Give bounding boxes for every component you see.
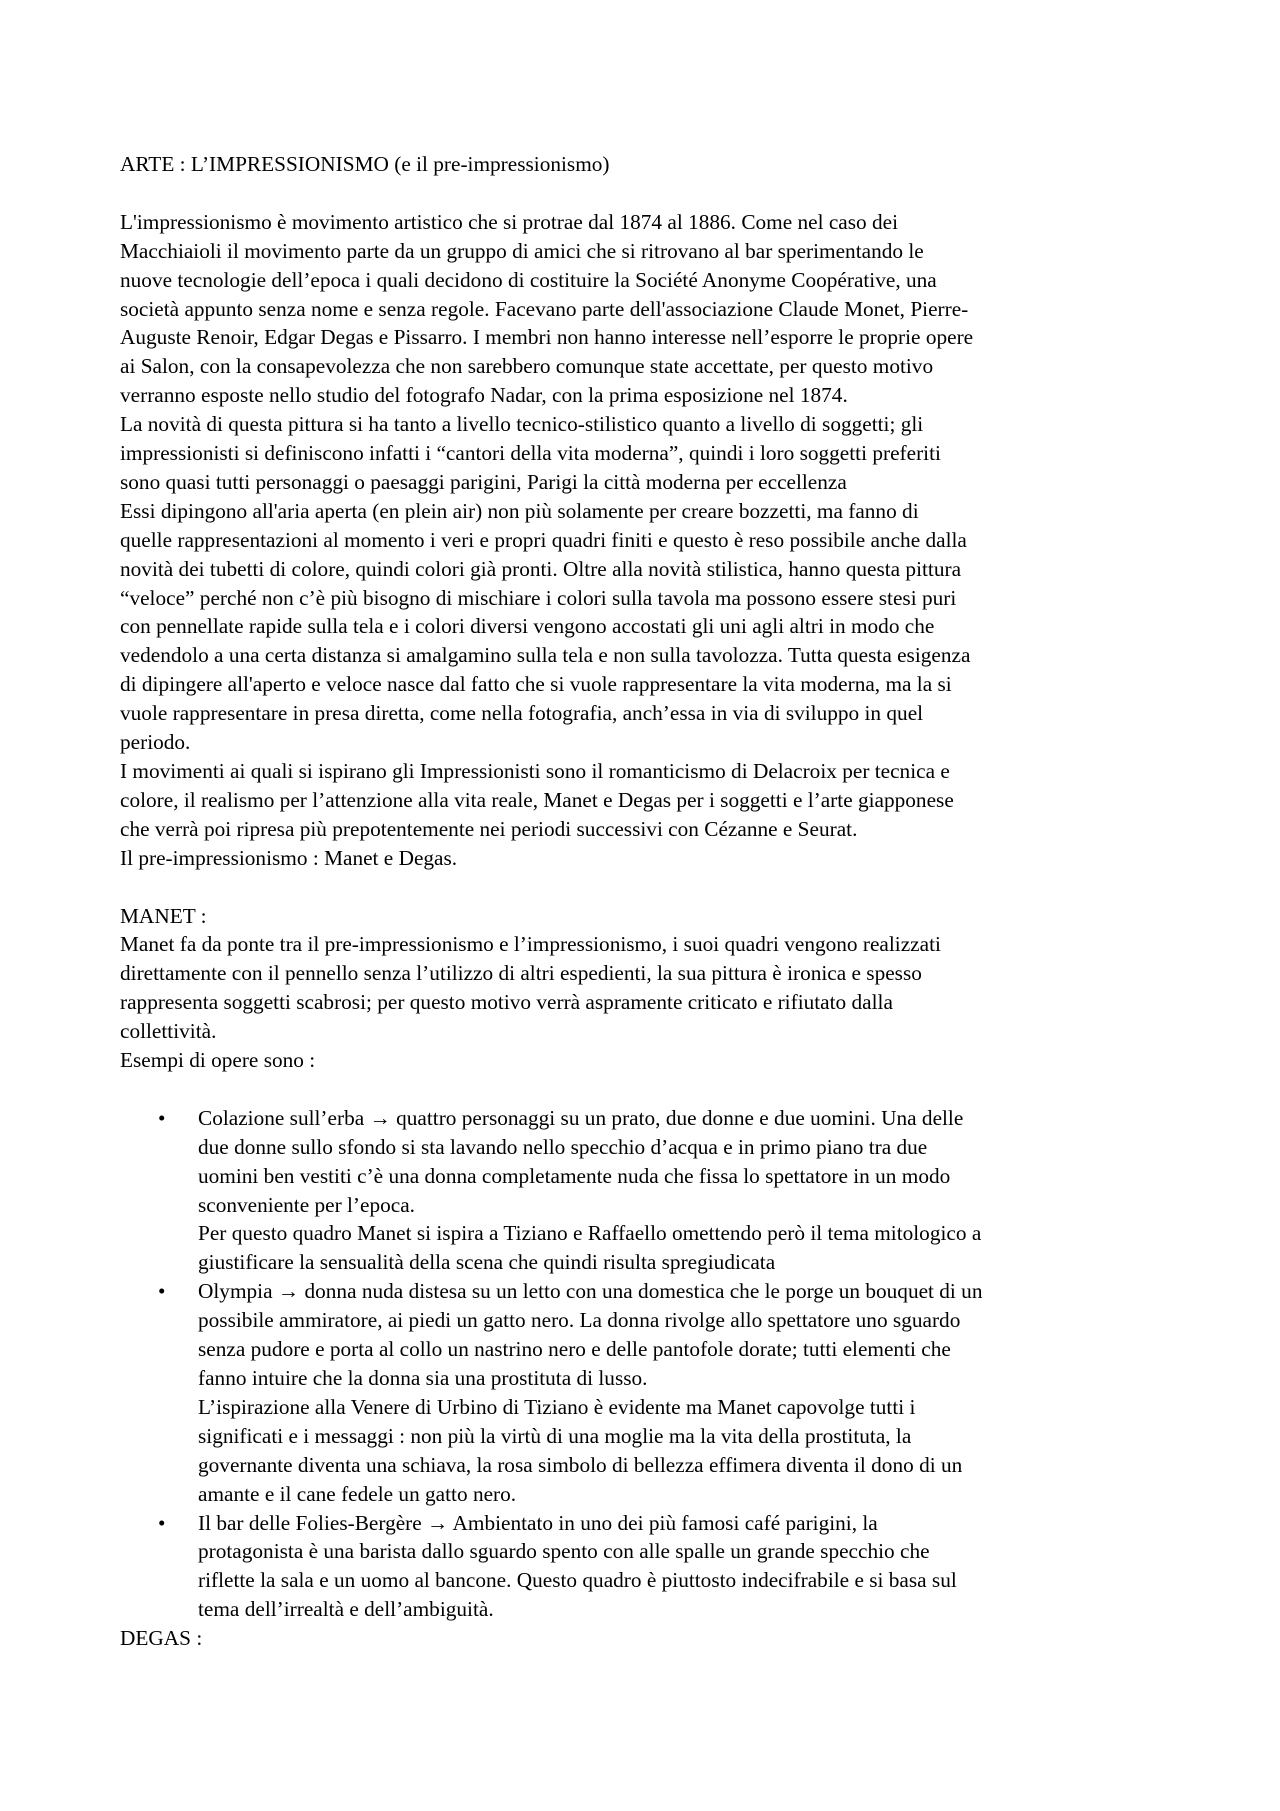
document-page bbox=[120, 150, 1180, 1653]
spacer bbox=[120, 873, 1180, 902]
text-line: giustificare la sensualità della scena che quindi risulta spregiudicata bbox=[198, 1250, 776, 1275]
text-line: tema dell’irrealtà e dell’ambiguità. bbox=[198, 1597, 494, 1622]
text-line: Essi dipingono all'aria aperta (en plein air) non più solamente per creare bozzetti, ma fanno di bbox=[120, 498, 919, 523]
text-line: rappresenta soggetti scabrosi; per questo motivo verrà aspramente criticato e rifiutato dalla bbox=[120, 990, 893, 1015]
text-line: Manet fa da ponte tra il pre-impressionismo e l’impressionismo, i suoi quadri vengono realizzati bbox=[120, 932, 941, 957]
text-line: L'impressionismo è movimento artistico che si protrae dal 1874 al 1886. Come nel caso dei bbox=[120, 209, 899, 234]
text-line: periodo. bbox=[120, 730, 191, 755]
text-line: senza pudore e porta al collo un nastrino nero e delle pantofole dorate; tutti elementi che bbox=[198, 1337, 951, 1362]
text-line: possibile ammiratore, ai piedi un gatto nero. La donna rivolge allo spettatore uno sguardo bbox=[198, 1308, 961, 1333]
spacer bbox=[120, 1075, 1180, 1104]
works-list bbox=[120, 1104, 1180, 1624]
bullet-icon: • bbox=[158, 1510, 166, 1535]
list-item bbox=[120, 1509, 1180, 1625]
text-line: verranno esposte nello studio del fotografo Nadar, con la prima esposizione nel 1874. bbox=[120, 383, 848, 408]
text-line: società appunto senza nome e senza regole. Facevano parte dell'associazione Claude Monet, Pierre- bbox=[120, 296, 969, 321]
text-line: colore, il realismo per l’attenzione alla vita reale, Manet e Degas per i soggetti e l’arte giapponese bbox=[120, 787, 954, 812]
spacer bbox=[120, 179, 1180, 208]
text-line: Per questo quadro Manet si ispira a Tiziano e Raffaello omettendo però il tema mitologico a bbox=[198, 1221, 982, 1246]
text-line: I movimenti ai quali si ispirano gli Impressionisti sono il romanticismo di Delacroix per tecnica e bbox=[120, 759, 950, 784]
text-line: vedendolo a una certa distanza si amalgamino sulla tela e non sulla tavolozza. Tutta questa esigenza bbox=[120, 643, 971, 668]
text-line: Macchiaioli il movimento parte da un gruppo di amici che si ritrovano al bar sperimentando le bbox=[120, 238, 924, 263]
document-title: ARTE : L’IMPRESSIONISMO (e il pre-impressionismo) bbox=[120, 152, 610, 176]
intro-paragraph bbox=[120, 208, 1180, 873]
text-line: Il bar delle Folies-Bergère → Ambientato in uno dei più famosi café parigini, la bbox=[198, 1510, 878, 1535]
bullet-icon: • bbox=[158, 1279, 166, 1304]
text-line: sono quasi tutti personaggi o paesaggi parigini, Parigi la città moderna per eccellenza bbox=[120, 469, 847, 494]
text-line: sconveniente per l’epoca. bbox=[198, 1192, 416, 1217]
text-line: “veloce” perché non c’è più bisogno di mischiare i colori sulla tavola ma possono essere stesi puri bbox=[120, 585, 957, 610]
text-line: vuole rappresentare in presa diretta, come nella fotografia, anch’essa in via di sviluppo in quel bbox=[120, 701, 924, 726]
text-line: ai Salon, con la consapevolezza che non sarebbero comunque state accettate, per questo motivo bbox=[120, 354, 934, 379]
bullet-icon: • bbox=[158, 1105, 166, 1130]
text-line: Olympia → donna nuda distesa su un letto con una domestica che le porge un bouquet di un bbox=[198, 1279, 983, 1304]
text-line: significati e i messaggi : non più la virtù di una moglie ma la vita della prostituta, la bbox=[198, 1423, 912, 1448]
text-line: con pennellate rapide sulla tela e i colori diversi vengono accostati gli uni agli altri in modo che bbox=[120, 614, 935, 639]
text-line: protagonista è una barista dallo sguardo spento con alle spalle un grande specchio che bbox=[198, 1539, 930, 1564]
text-line: Auguste Renoir, Edgar Degas e Pissarro. I membri non hanno interesse nell’esporre le proprie opere bbox=[120, 325, 974, 350]
text-line: novità dei tubetti di colore, quindi colori già pronti. Oltre alla novità stilistica, hanno questa pittura bbox=[120, 556, 962, 581]
text-line: di dipingere all'aperto e veloce nasce dal fatto che si vuole rappresentare la vita moderna, ma la si bbox=[120, 672, 952, 697]
degas-heading: DEGAS : bbox=[120, 1626, 203, 1651]
list-item bbox=[120, 1277, 1180, 1508]
text-line: riflette la sala e un uomo al bancone. Questo quadro è piuttosto indecifrabile e si basa sul bbox=[198, 1568, 957, 1593]
text-line: Esempi di opere sono : bbox=[120, 1048, 316, 1073]
text-line: governante diventa una schiava, la rosa simbolo di bellezza effimera diventa il dono di un bbox=[198, 1452, 963, 1477]
text-line: impressionisti si definiscono infatti i “cantori della vita moderna”, quindi i loro soggetti preferiti bbox=[120, 441, 941, 466]
text-line: Colazione sull’erba → quattro personaggi su un prato, due donne e due uomini. Una delle bbox=[198, 1105, 964, 1130]
text-line: La novità di questa pittura si ha tanto a livello tecnico-stilistico quanto a livello di soggetti; gli bbox=[120, 412, 924, 437]
text-line: L’ispirazione alla Venere di Urbino di Tiziano è evidente ma Manet capovolge tutti i bbox=[198, 1394, 916, 1419]
text-line: Il pre-impressionismo : Manet e Degas. bbox=[120, 845, 458, 870]
list-item bbox=[120, 1104, 1180, 1277]
text-line: amante e il cane fedele un gatto nero. bbox=[198, 1481, 517, 1506]
text-line: collettività. bbox=[120, 1019, 217, 1044]
text-line: direttamente con il pennello senza l’utilizzo di altri espedienti, la sua pittura è ironica e spesso bbox=[120, 961, 922, 986]
manet-heading: MANET : bbox=[120, 903, 207, 928]
text-line: uomini ben vestiti c’è una donna completamente nuda che fissa lo spettatore in un modo bbox=[198, 1163, 951, 1188]
manet-paragraph bbox=[120, 930, 1180, 1075]
text-line: fanno intuire che la donna sia una prostituta di lusso. bbox=[198, 1366, 648, 1391]
text-line: nuove tecnologie dell’epoca i quali decidono di costituire la Société Anonyme Coopérative, una bbox=[120, 267, 937, 292]
text-line: due donne sullo sfondo si sta lavando nello specchio d’acqua e in primo piano tra due bbox=[198, 1134, 928, 1159]
text-line: che verrà poi ripresa più prepotentemente nei periodi successivi con Cézanne e Seurat. bbox=[120, 816, 858, 841]
text-line: quelle rappresentazioni al momento i veri e propri quadri finiti e questo è reso possibile anche dalla bbox=[120, 527, 967, 552]
